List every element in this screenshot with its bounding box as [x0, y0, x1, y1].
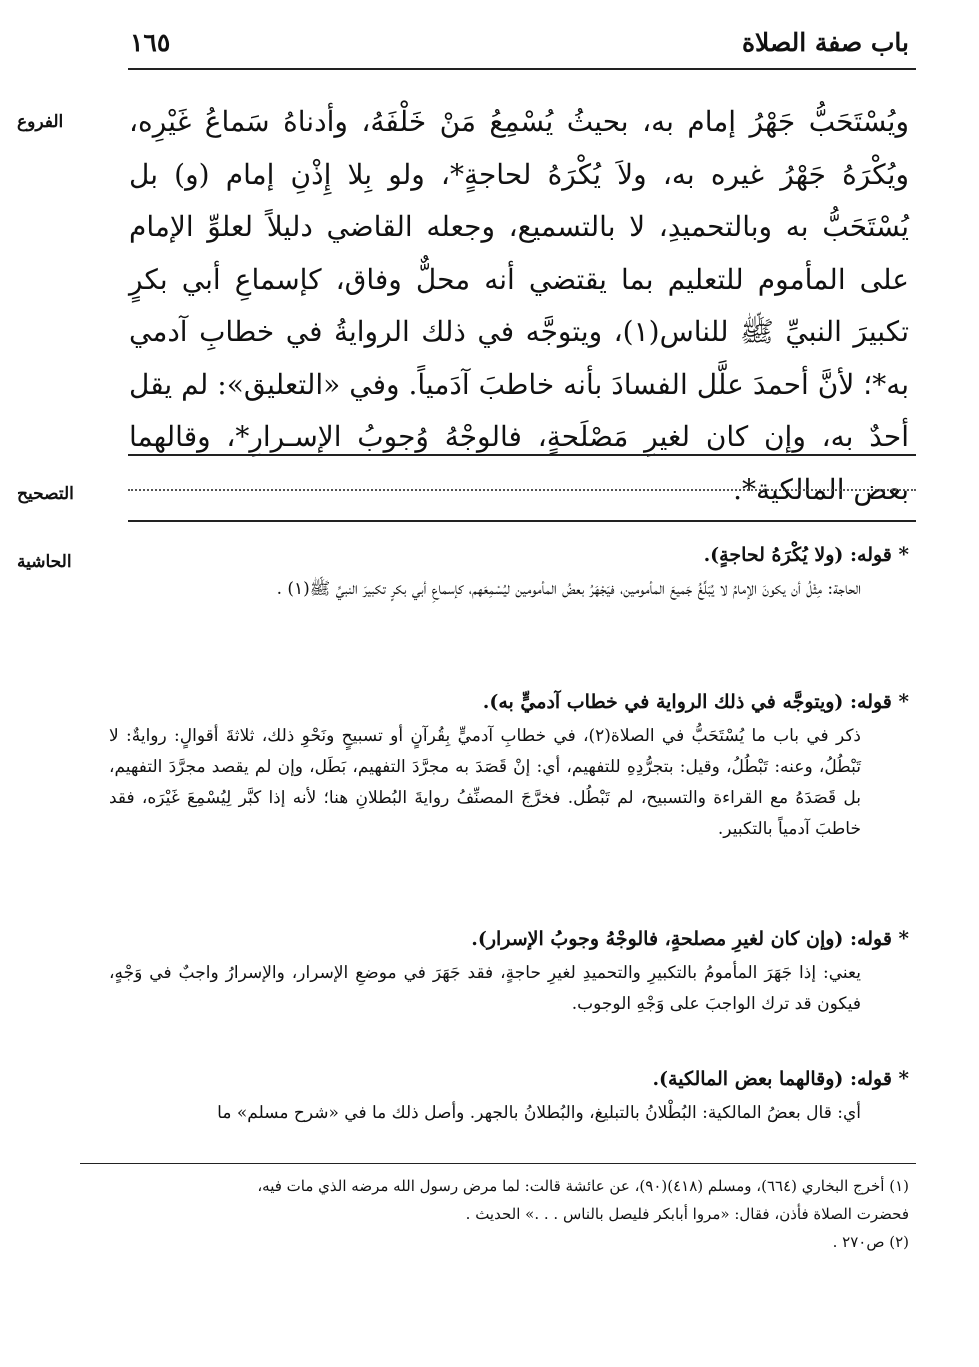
main-text: ويُسْتَحَبُّ جَهْرُ إمام به، بحيثُ يُسْمِعُ مَنْ خَلْفَهُ، وأدناهُ سَماعُ غَيْرِه، ويُكْرَهُ جَهْرُ غيره به، ولاَ يُكْرَهُ لحاجةٍ*، ولو بِلا إِذْنِ إمام (و) بل يُسْتَحَبُّ به وبالتحميدِ، لا بالتسميع، وجعله القاضي دليلاً لعلوِّ الإمام على المأموم للتعليم بما يقتضي أنه محلٌّ وفاق، كإسماعِ أبي بكرٍ تكبيرَ النبيِّ ﷺ للناس(١)، ويتوجَّه في ذلك الروايةُ في خطابِ آدمي به*؛ لأنَّ أحمدَ علَّل الفسادَ بأنه خاطبَ آدَمياً. وفي «التعليق»: لم يقل أحدٌ به، وإن كان لغيرِ مَصْلَحةٍ، فالوجْهُ وُجوبُ الإسـرارِ*، وقالهما بعض المالكية*. — [129, 105, 910, 506]
note-2 — [109, 688, 909, 845]
note-1 — [109, 541, 909, 605]
note-heading — [109, 1065, 909, 1092]
note-body: الحاجة: مِثْلُ أن يكونَ الإمامُ لا يُبَلِّغُ جَميعَ المأمومين، فيَجْهَرُ بعضُ المأمومين ليُسْمِعَهم، كإسماعِ أبي بكرٍ تكبيرَ النبيِّ ﷺ(١) . — [276, 579, 861, 599]
footnote-line: (٢) ص٢٧٠ . — [832, 1233, 909, 1251]
footnotes — [63, 1172, 909, 1256]
divider-top — [128, 454, 916, 456]
header-rule — [128, 68, 916, 70]
note-heading — [109, 541, 909, 568]
note-heading — [109, 925, 909, 952]
side-label-tashih: التصحيح — [17, 484, 74, 504]
side-label-hashiya: الحاشية — [17, 552, 72, 572]
note-heading-text: قوله: (ولا يُكْرَهُ لحاجةٍ). — [703, 544, 892, 566]
tashih-dotted-line — [128, 489, 916, 491]
note-star-icon: * — [898, 926, 909, 950]
note-star-icon: * — [898, 1066, 909, 1090]
side-label-furu: الفروع — [17, 112, 64, 132]
footnote-rule — [80, 1163, 916, 1164]
page-number: ١٦٥ — [130, 28, 171, 57]
note-heading-text: قوله: (ويتوجَّه في ذلك الرواية في خطاب آدميٍّ به). — [482, 691, 892, 713]
note-body: أي: قال بعضُ المالكية: البُطْلانُ بالتبليغ، والبُطلانُ بالجهر. وأصل ذلك ما في «شرح مسلم» ما — [217, 1103, 861, 1123]
chapter-title: باب صفة الصلاة — [741, 28, 909, 57]
note-heading-text: قوله: (وإن كان لغيرِ مصلحةٍ، فالوجْهُ وجوبُ الإسرار). — [471, 928, 892, 950]
note-star-icon: * — [898, 542, 909, 566]
footnote-line: فحضرت الصلاة فأذن، فقال: «مروا أبابكر فليصل بالناس . . .» الحديث . — [465, 1205, 909, 1223]
note-body: ذكر في باب ما يُسْتَحَبُّ في الصلاة(٢)، في خطابِ آدميٍّ بِقُرآنٍ أو تسبيحٍ ونَحْوِ ذلك، ثلاثةَ أقوالٍ: روايةٌ: لا تَبْطُلُ، وعنه: تَبْطُلُ، وقيل: بتجرُّدِهِ للتفهيم، أي: إنْ قَصَدَ به مجرَّدَ التفهيم، بَطَل، وإن لم يقصد مجرَّدَ التفهيم، بل قَصَدَهُ مع القراءة والتسبيح، لم تَبْطُل. فخرَّجَ المصنِّفُ روايةَ البُطلانِ هنا؛ لأنه إذا كبَّر لِيُسْمِعَ غَيْرَه، فقد خاطبَ آدمياً بالتكبير. — [109, 726, 861, 839]
note-heading-text: قوله: (وقالهما بعض المالكية). — [652, 1068, 892, 1090]
note-heading — [109, 688, 909, 715]
note-3 — [109, 925, 909, 1020]
note-star-icon: * — [898, 689, 909, 713]
note-body: يعني: إذا جَهَرَ المأمومُ بالتكبيرِ والتحميدِ لغيرِ حاجةٍ، فقد جَهَرَ في موضعِ الإسرار، والإسرارُ واجبٌ في وَجْهٍ، فيكون قد ترك الواجبَ على وَجْهِ الوجوب. — [109, 963, 861, 1014]
footnote-line: (١) أخرج البخاري (٦٦٤)، ومسلم (٤١٨)(٩٠)، عن عائشة قالت: لما مرض رسول الله مرضه الذي مات فيه، — [257, 1177, 909, 1195]
note-4 — [109, 1065, 909, 1129]
divider-bottom — [128, 520, 916, 522]
